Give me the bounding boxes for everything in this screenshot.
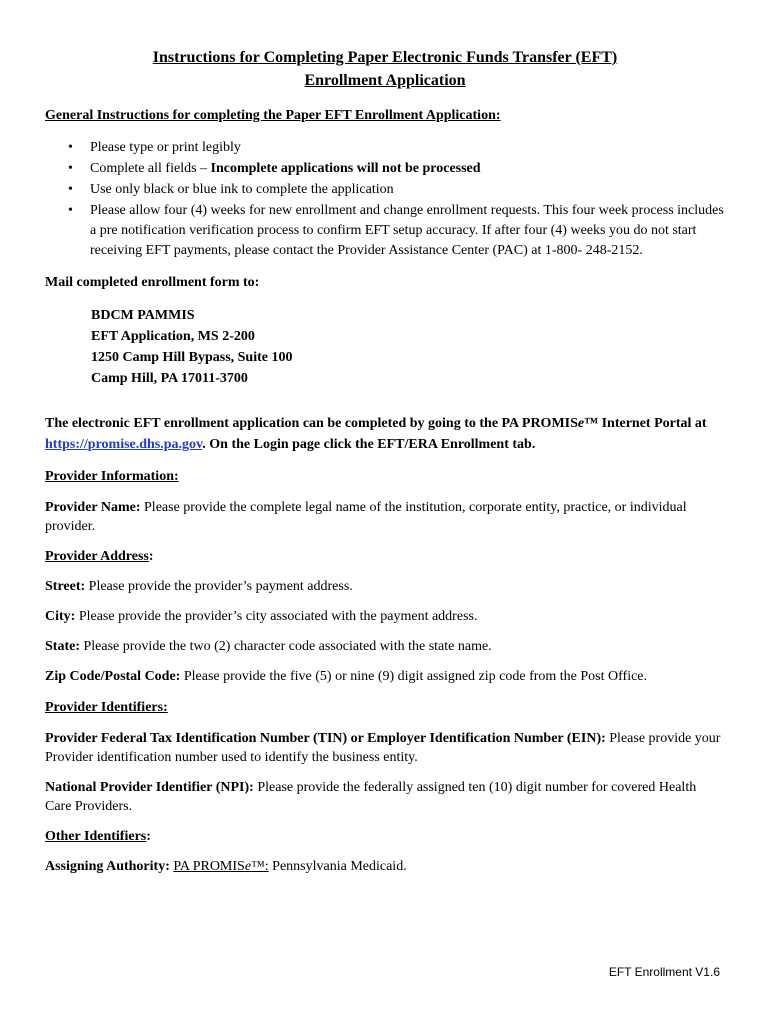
- portal-text-tm: ™ Internet Portal at: [584, 416, 707, 431]
- portal-link[interactable]: https://promise.dhs.pa.gov: [45, 437, 203, 452]
- bullet-emphasis: Incomplete applications will not be processed: [210, 161, 481, 176]
- field-label: Provider Name:: [45, 500, 141, 515]
- field-description: Please provide the complete legal name of the institution, corporate entity, practice, or individual provider.: [45, 500, 687, 534]
- general-instructions-heading: General Instructions for completing the Paper EFT Enrollment Application:: [45, 108, 501, 123]
- authority-name-e: e: [244, 859, 252, 874]
- heading-colon: :: [146, 829, 151, 844]
- provider-name-paragraph: [45, 498, 725, 536]
- title-line-2: Enrollment Application: [304, 72, 466, 89]
- field-description: Please provide the provider’s payment address.: [85, 579, 353, 594]
- list-item: [45, 159, 725, 179]
- bullet-icon: •: [68, 161, 73, 176]
- authority-name: [173, 859, 268, 874]
- tin-paragraph: [45, 729, 725, 767]
- bullet-icon: •: [68, 140, 73, 155]
- assigning-authority-paragraph: [45, 857, 725, 876]
- portal-text-end: . On the Login page click the EFT/ERA Enrollment tab.: [202, 437, 536, 452]
- title-line-1: Instructions for Completing Paper Electronic Funds Transfer (EFT): [152, 49, 618, 66]
- section-heading: Other Identifiers: [45, 829, 147, 844]
- street-paragraph: [45, 577, 725, 596]
- bullet-text: Complete all fields –: [90, 161, 211, 176]
- other-identifiers-heading: [45, 827, 725, 846]
- heading-colon: :: [148, 549, 154, 564]
- field-description: Pennsylvania Medicaid.: [268, 859, 407, 874]
- list-item: [45, 201, 725, 261]
- field-label: City:: [45, 609, 76, 624]
- list-item: [45, 138, 725, 158]
- field-label: State:: [45, 639, 80, 654]
- portal-text: The electronic EFT enrollment application can be completed by going to the PA PROMIS: [45, 416, 578, 431]
- mail-heading: Mail completed enrollment form to:: [45, 275, 260, 290]
- field-label: Provider Federal Tax Identification Number (TIN) or Employer Identification Number (EIN):: [45, 731, 606, 746]
- field-description: Please provide the two (2) character code associated with the state name.: [80, 639, 492, 654]
- bullet-icon: •: [68, 182, 73, 197]
- authority-name-b: ™:: [251, 859, 269, 874]
- portal-e: e: [577, 416, 585, 431]
- section-heading: Provider Address: [45, 549, 149, 564]
- state-paragraph: [45, 637, 725, 656]
- page-title: [45, 46, 725, 92]
- field-label: National Provider Identifier (NPI):: [45, 780, 254, 795]
- provider-information-heading: Provider Information:: [45, 469, 179, 484]
- document-page: [45, 46, 725, 876]
- field-label: Assigning Authority:: [45, 859, 170, 874]
- field-description: Please provide the provider’s city associated with the payment address.: [75, 609, 478, 624]
- mailing-address: [45, 305, 725, 389]
- bullet-text: Use only black or blue ink to complete the application: [90, 182, 394, 197]
- field-label: Zip Code/Postal Code:: [45, 669, 181, 684]
- address-line-4: Camp Hill, PA 17011-3700: [91, 371, 248, 386]
- field-description: Please provide the five (5) or nine (9) digit assigned zip code from the Post Office.: [180, 669, 648, 684]
- instructions-list: [45, 138, 725, 261]
- authority-name-a: PA PROMIS: [173, 859, 245, 874]
- bullet-text: Please allow four (4) weeks for new enrollment and change enrollment requests. This four week process includes a pre notification verification process to confirm EFT setup accuracy. If after four (4) weeks you do not start receiving EFT payments, please contact the Provider Assistance Center (PAC) at 1-800- 248-2152.: [90, 203, 724, 258]
- field-description: Please provide your Provider identification number used to identify the business entity.: [45, 731, 721, 765]
- footer-version: EFT Enrollment V1.6: [608, 965, 720, 979]
- portal-paragraph: [45, 413, 725, 455]
- address-line-3: 1250 Camp Hill Bypass, Suite 100: [91, 350, 293, 365]
- address-line-1: BDCM PAMMIS: [91, 308, 195, 323]
- list-item: [45, 180, 725, 200]
- field-description: Please provide the federally assigned ten (10) digit number for covered Health Care Providers.: [45, 780, 697, 814]
- bullet-icon: •: [68, 203, 73, 218]
- field-label: Street:: [45, 579, 86, 594]
- city-paragraph: [45, 607, 725, 626]
- bullet-text: Please type or print legibly: [90, 140, 241, 155]
- zip-paragraph: [45, 667, 725, 686]
- address-line-2: EFT Application, MS 2-200: [91, 329, 255, 344]
- provider-identifiers-heading: Provider Identifiers:: [45, 700, 168, 715]
- provider-address-heading: [45, 547, 725, 566]
- npi-paragraph: [45, 778, 725, 816]
